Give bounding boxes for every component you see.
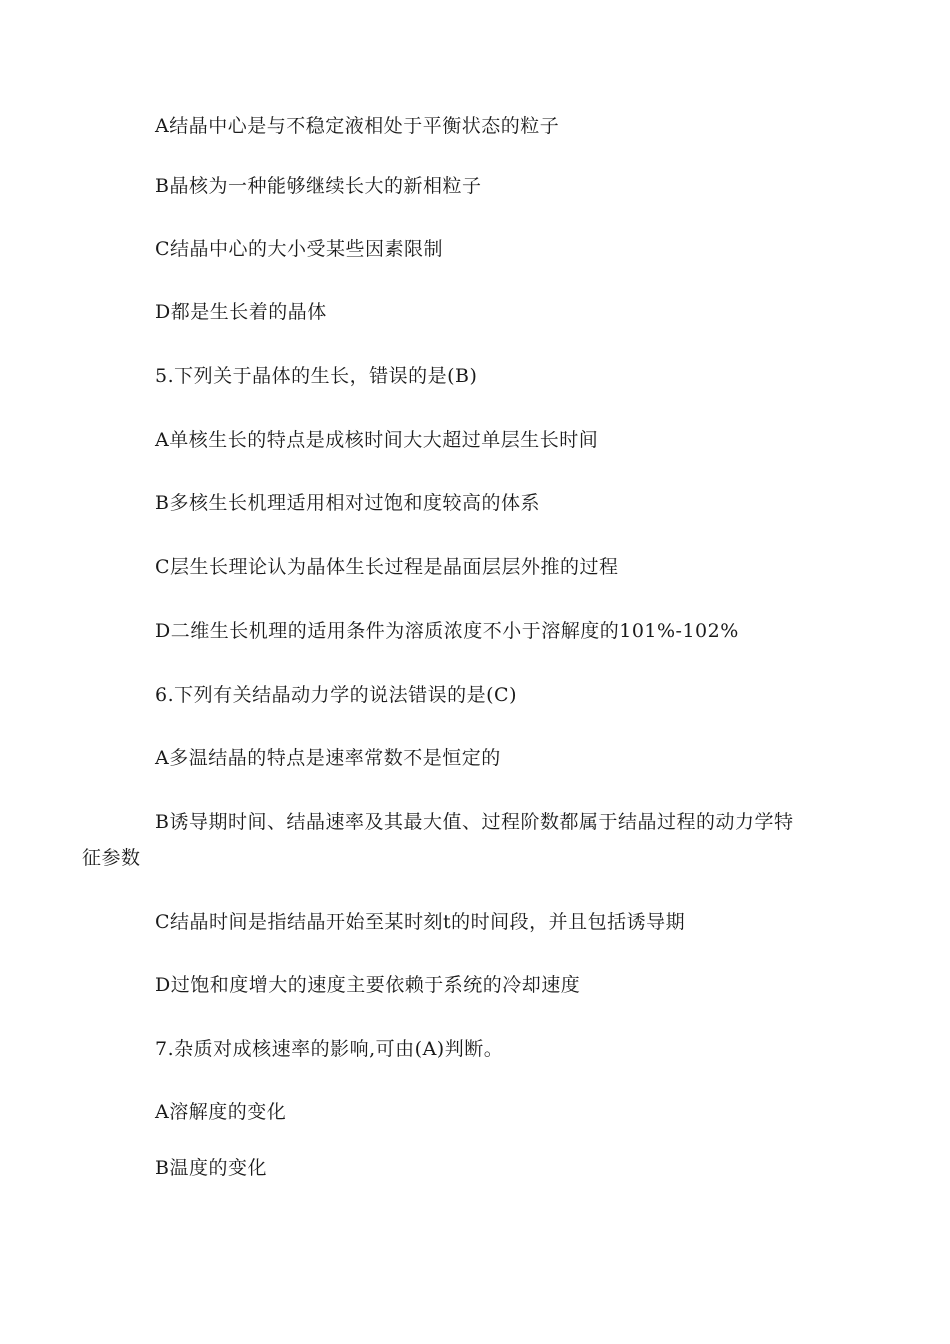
q6-option-a: A多温结晶的特点是速率常数不是恒定的 xyxy=(155,747,501,769)
option-a-crystal-center: A结晶中心是与不稳定液相处于平衡状态的粒子 xyxy=(155,115,560,137)
q5-option-d: D二维生长机理的适用条件为溶质浓度不小于溶解度的101%-102% xyxy=(155,620,739,642)
question-7: 7.杂质对成核速率的影响,可由(A)判断。 xyxy=(155,1038,504,1060)
q6-option-c: C结晶时间是指结晶开始至某时刻t的时间段，并且包括诱导期 xyxy=(155,911,686,933)
q6-option-b: B诱导期时间、结晶速率及其最大值、过程阶数都属于结晶过程的动力学特 xyxy=(155,811,794,833)
q5-option-a: A单核生长的特点是成核时间大大超过单层生长时间 xyxy=(155,429,599,451)
q7-option-b: B温度的变化 xyxy=(155,1157,267,1179)
option-b-nucleus: B晶核为一种能够继续长大的新相粒子 xyxy=(155,175,482,197)
q5-option-b: B多核生长机理适用相对过饱和度较高的体系 xyxy=(155,492,540,514)
option-c-crystal-center-size: C结晶中心的大小受某些因素限制 xyxy=(155,238,444,260)
q6-option-b-continued: 征参数 xyxy=(82,847,141,869)
q5-option-c: C层生长理论认为晶体生长过程是晶面层层外推的过程 xyxy=(155,556,619,578)
q6-option-d: D过饱和度增大的速度主要依赖于系统的冷却速度 xyxy=(155,974,581,996)
question-5: 5.下列关于晶体的生长，错误的是(B) xyxy=(155,365,478,387)
q7-option-a: A溶解度的变化 xyxy=(155,1101,287,1123)
question-6: 6.下列有关结晶动力学的说法错误的是(C) xyxy=(155,684,517,706)
option-d-growing-crystal: D都是生长着的晶体 xyxy=(155,301,327,323)
